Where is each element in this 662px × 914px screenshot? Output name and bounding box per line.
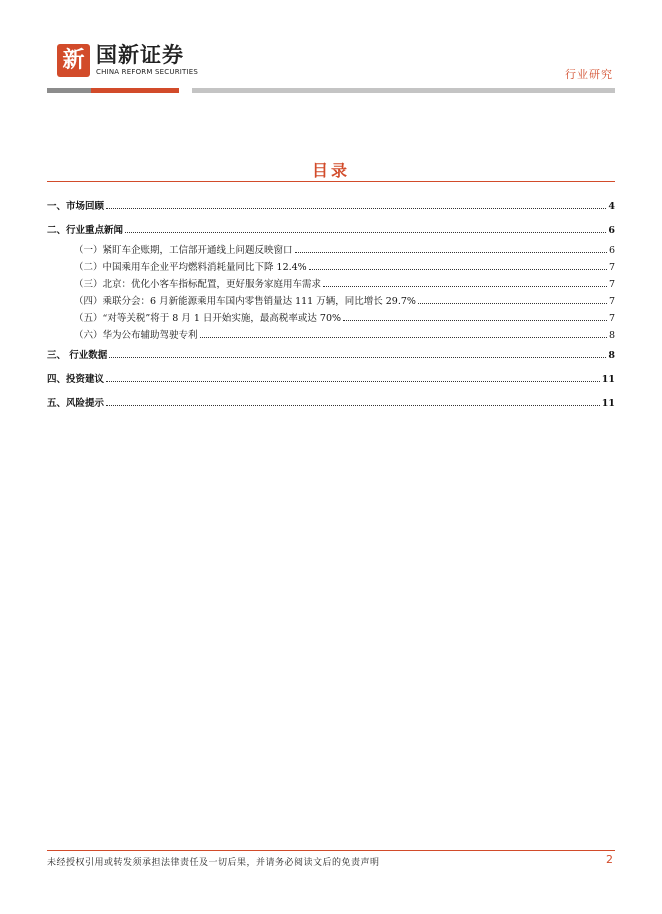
toc-entry-label: （一）紧盯车企账期，工信部开通线上问题反映窗口 — [74, 245, 293, 256]
toc-entry-page: 8 — [608, 350, 615, 361]
toc-entry-page: 7 — [608, 296, 615, 307]
logo-chinese-name: 国新证券 — [96, 43, 184, 67]
toc-entry-industry-data[interactable] — [47, 348, 615, 362]
toc-entry-news-1[interactable] — [74, 243, 615, 257]
toc-entry-investment-advice[interactable] — [47, 372, 615, 386]
toc-entry-page: 8 — [608, 330, 615, 341]
toc-entry-label: 一、市场回顾 — [47, 201, 105, 212]
toc-title: 目录 — [311, 161, 350, 180]
toc-entry-label: 四、投资建议 — [47, 374, 105, 385]
header-bar-light — [192, 88, 615, 93]
toc-leader-dots — [106, 199, 606, 209]
toc-entry-label: （六）华为公布辅助驾驶专利 — [74, 330, 198, 341]
toc-entry-market-review[interactable] — [47, 199, 615, 213]
toc-entry-page: 6 — [608, 245, 615, 256]
toc-entry-industry-news[interactable] — [47, 223, 615, 237]
toc-entry-label: 五、风险提示 — [47, 398, 105, 409]
toc-leader-dots — [418, 294, 607, 304]
toc-divider — [47, 181, 615, 182]
toc-entry-news-4[interactable] — [74, 294, 615, 308]
company-logo — [57, 43, 198, 77]
toc-entry-page: 11 — [601, 374, 615, 385]
page-number: 2 — [606, 853, 613, 866]
header-bar-accent — [91, 88, 179, 93]
footer-disclaimer: 未经授权引用或转发须承担法律责任及一切后果，并请务必阅读文后的免责声明 — [47, 858, 380, 868]
toc-leader-dots — [125, 223, 606, 233]
toc-leader-dots — [109, 348, 606, 358]
toc-entry-page: 4 — [608, 201, 615, 212]
toc-entry-label: （五）“对等关税”将于 8 月 1 日开始实施，最高税率或达 70% — [74, 313, 342, 324]
toc-entry-news-3[interactable] — [74, 277, 615, 291]
toc-leader-dots — [323, 277, 607, 287]
toc-entry-label: （三）北京：优化小客车指标配置，更好服务家庭用车需求 — [74, 279, 322, 290]
logo-wordmark — [96, 43, 198, 77]
toc-entry-label: （四）乘联分会：6 月新能源乘用车国内零售销量达 111 万辆，同比增长 29.7% — [74, 296, 416, 307]
logo-english-name: CHINA REFORM SECURITIES — [96, 68, 199, 76]
footer-divider — [47, 850, 615, 851]
toc-leader-dots — [106, 396, 600, 406]
toc-entry-page: 6 — [608, 225, 615, 236]
toc-entry-label: 三、 行业数据 — [47, 350, 108, 361]
toc-entry-news-6[interactable] — [74, 328, 615, 342]
toc-leader-dots — [106, 372, 600, 382]
toc-leader-dots — [200, 328, 607, 338]
toc-entry-page: 7 — [608, 262, 615, 273]
report-category: 行业研究 — [565, 68, 613, 81]
toc-leader-dots — [343, 311, 607, 321]
header-bar-dark — [47, 88, 91, 93]
toc-entry-page: 7 — [608, 313, 615, 324]
page-header — [0, 0, 662, 100]
toc-entry-page: 7 — [608, 279, 615, 290]
toc-entry-label: （二）中国乘用车企业平均燃料消耗量同比下降 12.4% — [74, 262, 307, 273]
toc-entry-news-5[interactable] — [74, 311, 615, 325]
toc-entry-label: 二、行业重点新闻 — [47, 225, 124, 236]
toc-entry-news-2[interactable] — [74, 260, 615, 274]
toc-entry-page: 11 — [601, 398, 615, 409]
toc-entry-risk-warning[interactable] — [47, 396, 615, 410]
logo-mark-icon: 新 — [57, 44, 90, 77]
toc-leader-dots — [295, 243, 607, 253]
toc-leader-dots — [309, 260, 607, 270]
